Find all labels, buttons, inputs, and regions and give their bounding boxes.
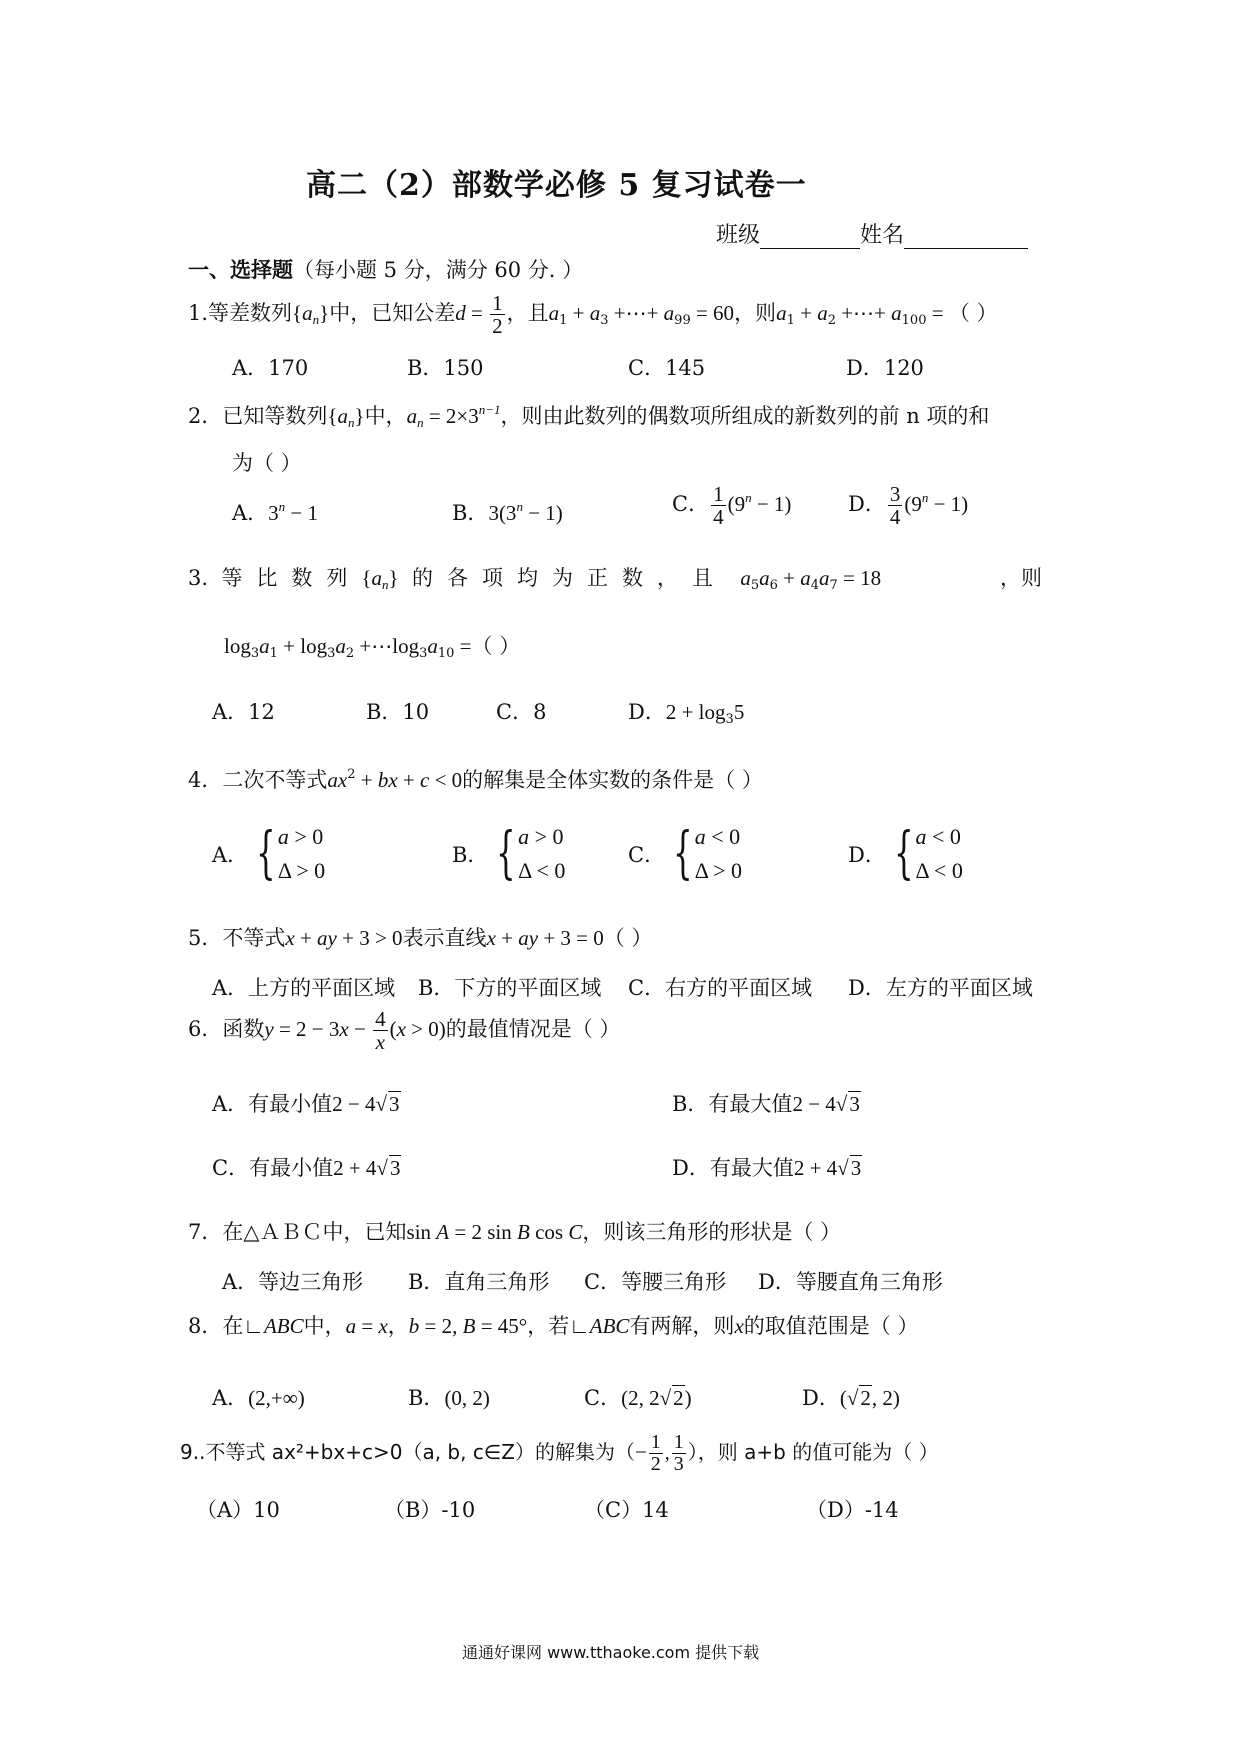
option-label: C．: [584, 1386, 622, 1410]
question-text: ，则: [734, 301, 777, 326]
question-5: 5．不等式x + ay + 3 > 0表示直线x + ay + 3 = 0（ ）: [188, 926, 653, 950]
question-text: 表示直线: [402, 926, 487, 950]
q1-option-d: D．120: [846, 356, 924, 380]
q8-option-a: A．(2,+∞): [212, 1386, 305, 1410]
q9-option-b: （B）-10: [384, 1498, 476, 1522]
question-number: 1.: [188, 301, 209, 326]
class-blank: [760, 223, 860, 249]
question-1: 1.等差数列$\{a_n\}$中，已知公差d = $\frac{1}{2}$ ，且$a_1 + a_3$ +⋯+ $a_{99} = 60$，则$a_1 + a_2$ +⋯+ $a_{100}$ = （ ）: [188, 291, 998, 339]
option-label: A．: [212, 1386, 249, 1410]
question-text: 中，已知公差: [329, 301, 456, 326]
question-text: 的解集是全体实数的条件是（ ）: [462, 768, 763, 792]
q6-option-b: B．有最大值2 − 4√3: [672, 1092, 860, 1116]
option-label: D．: [848, 843, 886, 868]
q9-option-c: （C）14: [584, 1498, 669, 1522]
question-text: 中，: [364, 404, 407, 428]
q2-option-b: B．$3(3^n - 1)$: [452, 499, 563, 525]
question-8: 8．在∟ABC中，a = x，b = 2, B = 45°，若∟ABC有两解，则x的取值范围是（ ）: [188, 1314, 919, 1338]
student-info: [716, 218, 1028, 249]
question-text: ，若: [527, 1314, 570, 1338]
question-text: ，则由此数列的偶数项所组成的新数列的前 n 项的和: [500, 404, 990, 428]
q5-option-c: C．右方的平面区域: [628, 976, 813, 1000]
option-label: A．有最小值: [212, 1092, 333, 1116]
q4-option-d: D． { a < 0 Δ < 0: [848, 821, 963, 887]
question-4: 4．二次不等式$ax^2$ + bx + c < 0的解集是全体实数的条件是（ ）: [188, 767, 763, 792]
fraction: $\frac{1}{2}$: [650, 1431, 661, 1475]
q4-option-b: B． { a > 0 Δ < 0: [452, 821, 566, 887]
option-label: A．: [212, 843, 249, 868]
question-number: 4．: [188, 768, 223, 792]
option-label: D．: [628, 700, 666, 724]
question-number: 3.: [188, 566, 209, 590]
question-number: 8．: [188, 1314, 223, 1338]
question-2: 2．已知等数列$\{a_n\}$中，$a_n = 2\times 3^{n-1}$，则由此数列的偶数项所组成的新数列的前 n 项的和: [188, 402, 990, 430]
q8-option-d: D．(√2, 2): [802, 1386, 900, 1410]
answer-paren: （ ）: [948, 301, 998, 326]
name-blank: [904, 223, 1028, 249]
footer-credit: 通通好课网 www.tthaoke.com 提供下载: [462, 1643, 760, 1662]
option-label: D．: [848, 492, 886, 517]
q6-option-a: A．有最小值2 − 4√3: [212, 1092, 400, 1116]
question-number: 2．: [188, 404, 223, 428]
name-label: 姓名: [860, 223, 905, 248]
q7-option-d: D．等腰直角三角形: [758, 1270, 943, 1294]
fraction: $\frac{3}{4}$: [889, 482, 901, 530]
q3-expression: $\log_3a_1 + \log_3a_2$ $+\cdots\log_3a_{10}$ =（ ）: [224, 634, 521, 661]
q9-option-d: （D）-14: [806, 1498, 899, 1522]
page-title: 高二（2）部数学必修 5 复习试卷一: [306, 168, 807, 203]
q3-option-b: B．10: [366, 700, 430, 724]
q3-option-c: C．8: [496, 700, 547, 724]
fraction: $\frac{1}{3}$: [673, 1431, 684, 1475]
q6-option-c: C．有最小值2 + 4√3: [212, 1156, 401, 1180]
question-text: 已知等数列: [222, 404, 328, 428]
q2-option-c: C． $\frac{1}{4}$ $(9^n - 1)$: [672, 482, 792, 530]
q1-option-c: C．145: [628, 356, 706, 380]
question-number: 9..: [180, 1440, 206, 1464]
q9-option-a: （A）10: [196, 1498, 280, 1522]
q1-option-a: A．170: [232, 356, 309, 380]
section-heading: [188, 254, 583, 284]
option-label: D．有最大值: [672, 1156, 794, 1180]
q3-option-a: A．12: [212, 700, 275, 724]
q8-option-c: C．(2, 2√2): [584, 1386, 692, 1410]
answer-paren: （ ）: [603, 926, 653, 950]
question-text: 不等式: [222, 926, 286, 950]
q8-option-b: B．(0, 2): [408, 1386, 490, 1410]
option-label: B．有最大值: [672, 1092, 793, 1116]
question-text: 有两解，则: [629, 1314, 735, 1338]
option-label: A．: [232, 501, 269, 525]
fraction: $\frac{1}{4}$: [713, 482, 724, 530]
question-text: 的各项均为正数，且: [411, 566, 727, 590]
question-text: 等比数列: [221, 566, 362, 590]
question-text: 在△ＡＢＣ中，已知: [222, 1220, 407, 1244]
section-title: 一、选择题: [188, 257, 293, 282]
question-9: 9..不等式 ax²+bx+c>0（a, b, c∈Z）的解集为（− $\frac{1}{2}$ , $\frac{1}{3}$ ），则 a+b 的值可能为（ ）: [180, 1431, 939, 1475]
q3-then: ，则: [1000, 566, 1042, 590]
section-note: （每小题 5 分，满分 60 分. ）: [293, 258, 584, 282]
question-text: 在: [222, 1314, 244, 1338]
q5-option-a: A．上方的平面区域: [212, 976, 396, 1000]
question-text: 不等式 ax²+bx+c>0（a, b, c∈Z）的解集为（: [205, 1440, 635, 1464]
option-label: D．: [802, 1386, 840, 1410]
q3-option-d: D．$2 + \log_35$: [628, 700, 745, 727]
q7-option-b: B．直角三角形: [408, 1270, 550, 1294]
question-7: 7．在△ＡＢＣ中，已知sin A = 2 sin B cos C，则该三角形的形状是（ ）: [188, 1220, 842, 1244]
option-label: B．: [452, 843, 489, 868]
question-text: 等差数列: [208, 301, 293, 326]
class-label: 班级: [716, 223, 761, 248]
q5-option-d: D．左方的平面区域: [848, 976, 1033, 1000]
question-text: ），则 a+b 的值可能为（ ）: [687, 1440, 939, 1464]
option-label: B．: [408, 1386, 445, 1410]
q2-option-a: A．$3^n - 1$: [232, 499, 319, 525]
question-6: 6．函数y = 2 − 3x − $\frac{4}{x}$ (x > 0)的最值情况是（ ）: [188, 1007, 621, 1055]
option-label: B．: [452, 501, 489, 525]
question-text: 的最值情况是（ ）: [445, 1017, 621, 1042]
option-label: C．: [628, 843, 666, 868]
question-text: 的取值范围是（ ）: [743, 1314, 919, 1338]
option-label: C．: [672, 492, 710, 517]
answer-paren: （ ）: [471, 634, 521, 658]
question-number: 5．: [188, 926, 223, 950]
question-text: ，且: [506, 301, 549, 326]
q7-option-a: A．等边三角形: [222, 1270, 364, 1294]
q6-option-d: D．有最大值2 + 4√3: [672, 1156, 862, 1180]
q1-option-b: B．150: [407, 356, 484, 380]
question-text: ，则该三角形的形状是（ ）: [582, 1220, 842, 1244]
q7-option-c: C．等腰三角形: [584, 1270, 727, 1294]
option-label: C．有最小值: [212, 1156, 334, 1180]
q4-option-a: A． { a > 0 Δ > 0: [212, 821, 326, 887]
question-text: 二次不等式: [222, 768, 328, 792]
question-number: 6．: [188, 1017, 223, 1042]
question-text: 中，: [303, 1314, 346, 1338]
q5-option-b: B．下方的平面区域: [418, 976, 602, 1000]
fraction: $\frac{1}{2}$: [492, 291, 503, 339]
q2-line2: 为（ ）: [232, 451, 302, 475]
question-3: 3. 等比数列$\{a_n\}$ 的各项均为正数，且 $a_5a_6 + a_4a_7 = 18$: [188, 566, 882, 593]
question-text: 函数: [222, 1017, 265, 1042]
q4-option-c: C． { a < 0 Δ > 0: [628, 821, 743, 887]
question-number: 7．: [188, 1220, 223, 1244]
fraction: $\frac{4}{x}$: [375, 1007, 386, 1055]
q2-option-d: D． $\frac{3}{4}$ $(9^n - 1)$: [848, 482, 969, 530]
